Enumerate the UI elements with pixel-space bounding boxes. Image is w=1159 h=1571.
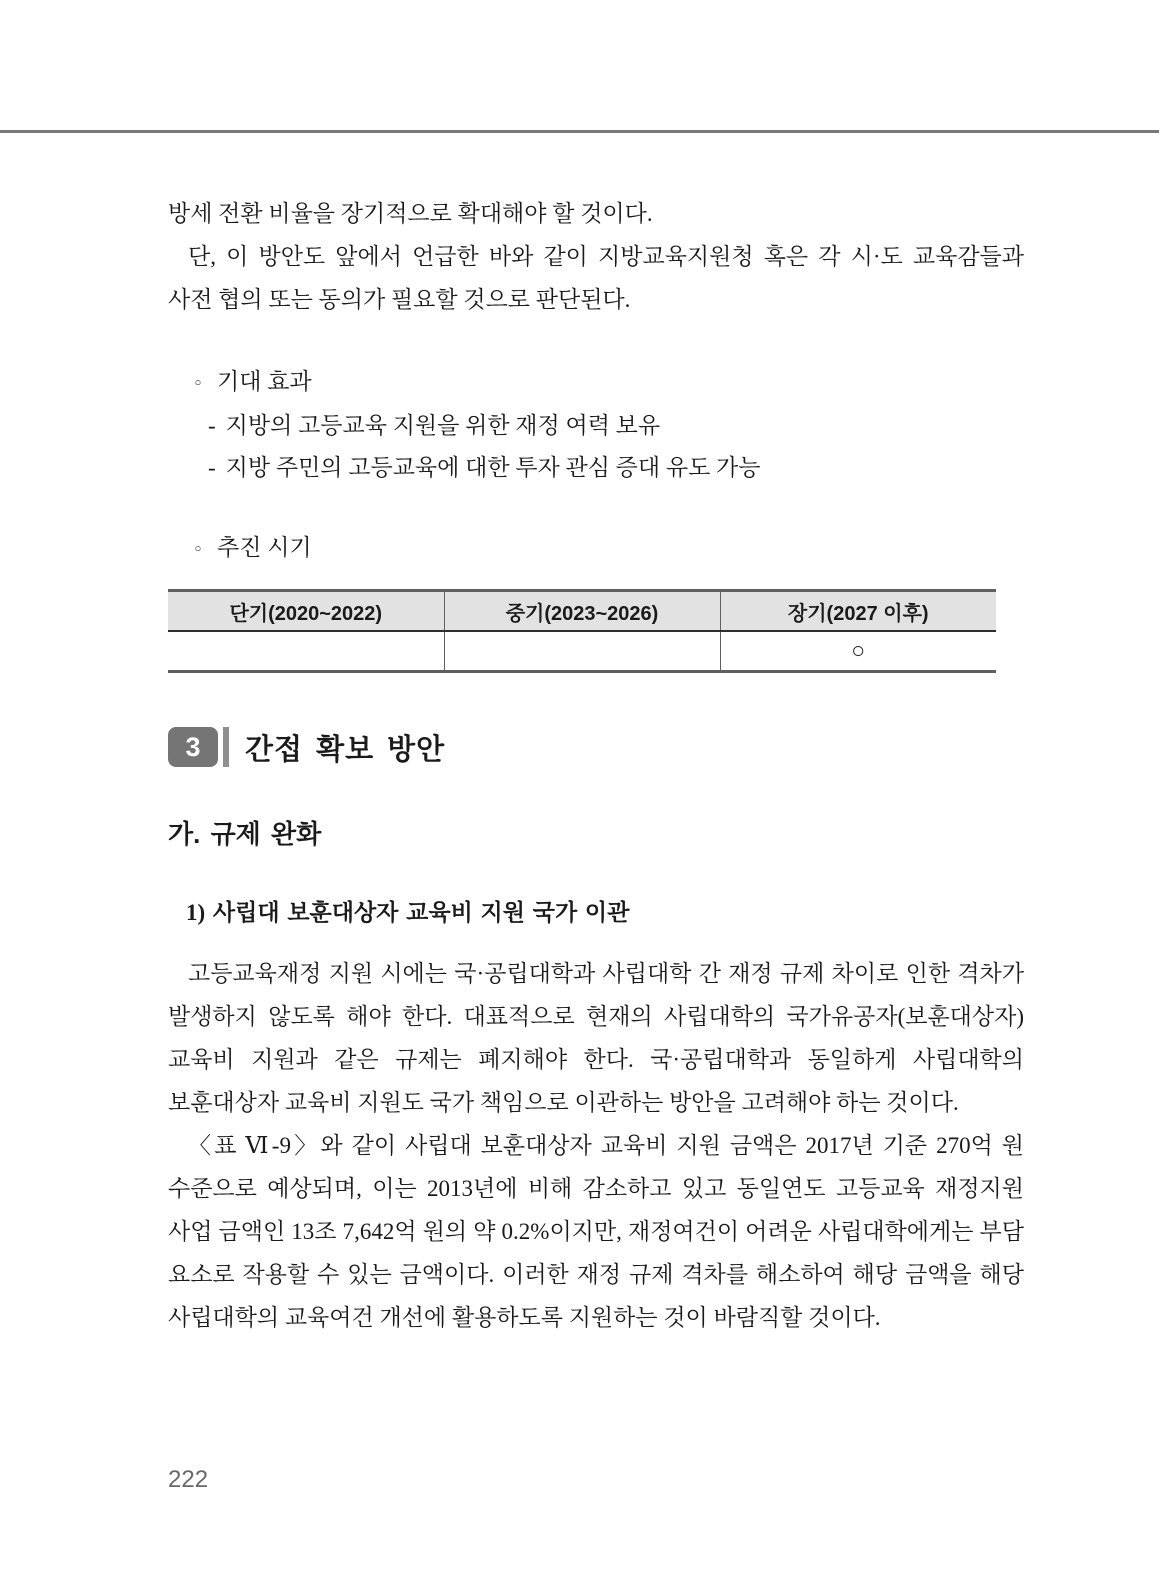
expected-effects-block xyxy=(168,361,1024,489)
column-header-long-term: 장기(2027 이후) xyxy=(720,591,996,632)
expected-effects-title: 기대 효과 xyxy=(217,369,312,394)
body-paragraph: 〈표 Ⅵ-9〉와 같이 사립대 보훈대상자 교육비 지원 금액은 2017년 기준 270억 원 수준으로 예상되며, 이는 2013년에 비해 감소하고 있고 동일연도 고등교육 재정지원 사업 금액인 13조 7,642억 원의 약 0.2%이지만, 재정여건이 어려운 사립대학에게는 부담 요소로 작용할 수 있는 금액이다. 이러한 재정 규제 격차를 해소하여 해당 금액을 해당 사립대학의 교육여건 개선에 활용하도록 지원하는 것이 바람직할 것이다. xyxy=(168,1133,1024,1330)
circle-bullet-icon: ◦ xyxy=(193,374,204,394)
dash-bullet-icon: - xyxy=(208,413,216,438)
schedule-table xyxy=(168,589,996,673)
list-item-text: 지방 주민의 고등교육에 대한 투자 관심 증대 유도 가능 xyxy=(225,455,761,480)
dash-bullet-icon: - xyxy=(208,455,216,480)
table-cell-long-term-mark: ○ xyxy=(720,631,996,672)
list-item xyxy=(168,405,1024,447)
column-header-mid-term: 중기(2023~2026) xyxy=(444,591,720,632)
schedule-table-header xyxy=(168,591,996,632)
schedule-title: 추진 시기 xyxy=(217,535,312,560)
header-rule xyxy=(0,130,1159,133)
section-heading xyxy=(168,727,1024,767)
list-item xyxy=(168,447,1024,489)
table-cell-short-term xyxy=(168,631,444,672)
paragraph-continued: 방세 전환 비율을 장기적으로 확대해야 할 것이다. xyxy=(168,201,653,226)
circle-bullet-icon: ◦ xyxy=(193,540,204,560)
schedule-block xyxy=(168,527,1024,673)
page-content xyxy=(168,192,1024,1339)
table-header-row xyxy=(168,591,996,632)
subsection-title: 가. 규제 완화 xyxy=(168,819,322,849)
body-paragraph: 고등교육재정 지원 시에는 국·공립대학과 사립대학 간 재정 규제 차이로 인한 격차가 발생하지 않도록 해야 한다. 대표적으로 현재의 사립대학의 국가유공자(보훈대상자) 교육비 지원과 같은 규제는 폐지해야 한다. 국·공립대학과 동일하게 사립대학의 보훈대상자 교육비 지원도 국가 책임으로 이관하는 방안을 고려해야 하는 것이다. xyxy=(168,961,1024,1115)
page-number: 222 xyxy=(168,1466,209,1493)
list-item-text: 지방의 고등교육 지원을 위한 재정 여력 보유 xyxy=(225,413,661,438)
column-header-short-term: 단기(2020~2022) xyxy=(168,591,444,632)
table-row xyxy=(168,631,996,672)
section-heading-bar xyxy=(223,727,229,767)
schedule-table-body xyxy=(168,631,996,672)
section-title: 간접 확보 방안 xyxy=(245,733,446,766)
section-number-badge: 3 xyxy=(168,727,218,767)
table-cell-mid-term xyxy=(444,631,720,672)
numbered-item-title: 1) 사립대 보훈대상자 교육비 지원 국가 이관 xyxy=(186,900,630,925)
schedule-heading xyxy=(168,527,1024,571)
paragraph: 단, 이 방안도 앞에서 언급한 바와 같이 지방교육지원청 혹은 각 시·도 교육감들과 사전 협의 또는 동의가 필요할 것으로 판단된다. xyxy=(168,244,1024,312)
expected-effects-heading xyxy=(168,361,1024,405)
